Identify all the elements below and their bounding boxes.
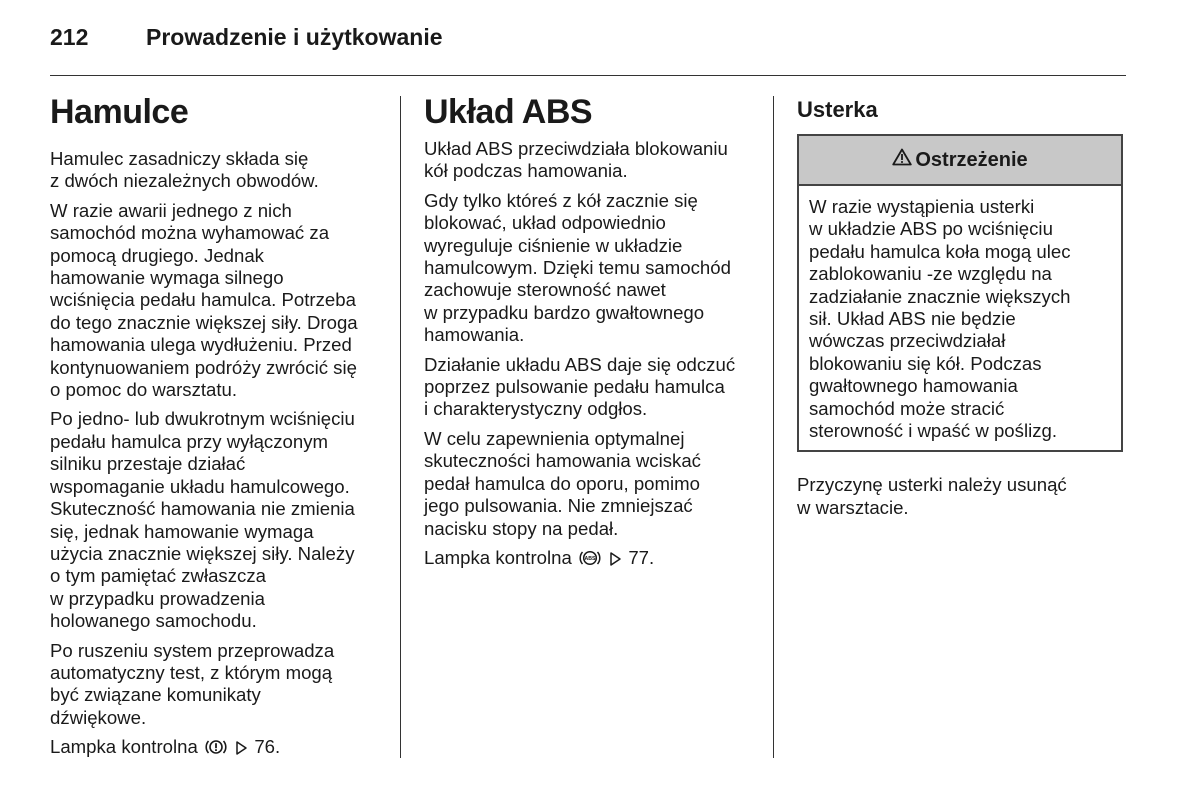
paragraph: Układ ABS przeciwdziała blokowaniu kół podczas hamowania. — [424, 138, 728, 182]
column-abs — [424, 92, 762, 579]
warning-header — [799, 136, 1121, 186]
heading-brakes: Hamulce — [50, 93, 189, 131]
warning-triangle-icon — [892, 148, 912, 172]
brake-warning-icon — [204, 738, 228, 761]
page-reference-arrow-icon — [235, 739, 248, 761]
column-divider-1 — [400, 96, 401, 758]
paragraph: Po jedno- lub dwukrotnym wciśnięciu pedału hamulca przy wyłączonym silniku przestaje działać wspomaganie układu hamulcowego. Skuteczność hamowania nie zmienia się, jednak hamowanie wymaga użycia znacznie większej siły. Należy o tym pamiętać zwłaszcza w przypadku prowadzenia holowanego samochodu. — [50, 408, 355, 632]
page-header — [50, 24, 443, 58]
page-number: 212 — [50, 24, 89, 50]
reference-label: Lampka kontrolna — [50, 736, 198, 758]
header-divider — [50, 75, 1126, 76]
warning-text: W razie wystąpienia usterki w układzie ABS po wciśnięciu pedału hamulca koła mogą ulec zablokowaniu -ze względu na zadziałanie znacznie większych sił. Układ ABS nie będzie wówczas przeciwdziałał blokowaniu się kół. Podczas gwałtownego hamowania samochód może stracić sterowność i wpaść w poślizg. — [809, 196, 1071, 442]
column-divider-2 — [773, 96, 774, 758]
page-reference — [424, 547, 762, 572]
paragraph: Po ruszeniu system przeprowadza automatyczny test, z którym mogą być związane komunikaty dźwiękowe. — [50, 639, 335, 728]
section-title: Prowadzenie i użytkowanie — [146, 24, 443, 50]
reference-page[interactable]: 77. — [628, 546, 655, 568]
heading-abs: Układ ABS — [424, 93, 593, 131]
reference-label: Lampka kontrolna — [424, 546, 572, 568]
page-reference-arrow-icon — [609, 550, 622, 572]
paragraph: Hamulec zasadniczy składa się z dwóch niezależnych obwodów. — [50, 148, 319, 192]
svg-text:ABS: ABS — [584, 555, 596, 562]
paragraph: Gdy tylko któreś z kół zacznie się blokować, układ odpowiednio wyreguluje ciśnienie w układzie hamulcowym. Dzięki temu samochód zachowuje sterowność nawet w przypadku bardzo gwałtownego hamowania. — [424, 189, 731, 346]
paragraph: W razie awarii jednego z nich samochód można wyhamować za pomocą drugiego. Jednak hamowanie wymaga silnego wciśnięcia pedału hamulca. Potrzeba do tego znacznie większej siły. Droga hamowania ulega wydłużeniu. Przed kontynuowaniem podróży zwrócić się o pomoc do warsztatu. — [50, 199, 358, 401]
abs-warning-icon — [578, 549, 602, 572]
reference-page[interactable]: 76. — [254, 736, 281, 758]
warning-box — [797, 134, 1123, 452]
paragraph: Działanie układu ABS daje się odczuć poprzez pulsowanie pedału hamulca i charakterystyczny odgłos. — [424, 353, 736, 420]
heading-fault: Usterka — [797, 97, 878, 122]
paragraph: Przyczynę usterki należy usunąć w warsztacie. — [797, 474, 1067, 518]
column-fault — [797, 92, 1127, 526]
column-brakes — [50, 92, 388, 769]
paragraph: W celu zapewnienia optymalnej skuteczności hamowania wciskać pedał hamulca do oporu, pomimo jego pulsowania. Nie zmniejszać nacisku stopy na pedał. — [424, 427, 701, 539]
page-reference — [50, 736, 388, 761]
warning-title: Ostrzeżenie — [915, 148, 1028, 171]
warning-body — [799, 186, 1121, 450]
